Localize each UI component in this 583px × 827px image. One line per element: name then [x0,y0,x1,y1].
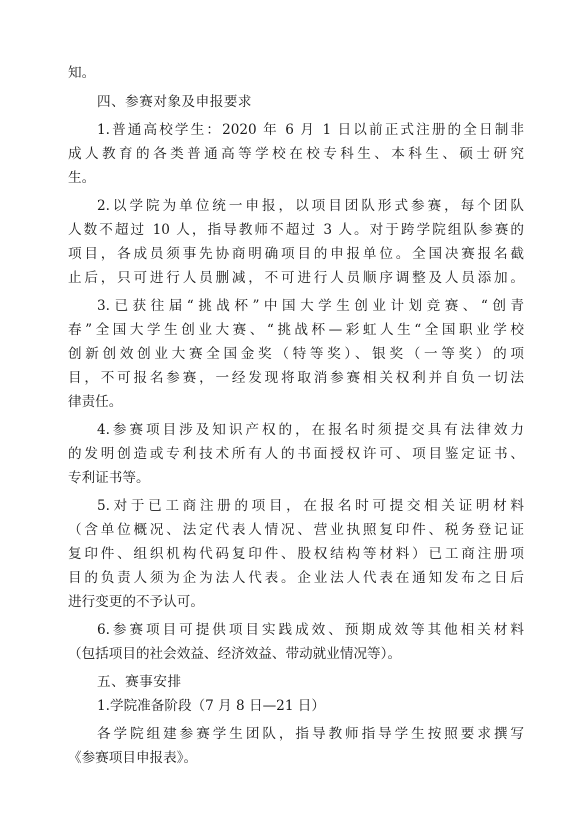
text-line: （含单位概况、法定代表人情况、营业执照复印件、税务登记证 [68,522,524,538]
text-line: 1.学院准备阶段（7 月 8 日—21 日） [97,698,325,714]
text-line: 项目，各成员须事先协商明确项目的申报单位。全国决赛报名截 [68,246,524,262]
text-line: 创新创效创业大赛全国金奖（特等奖）、银奖（一等奖）的项 [68,346,524,362]
text-line: 专利证书等。 [68,470,150,486]
section-heading: 四、参赛对象及申报要求 [97,94,253,110]
text-line: 各学院组建参赛学生团队，指导教师指导学生按照要求撰写 [97,726,524,742]
text-line: 3.已获往届“挑战杯”中国大学生创业计划竞赛、“创青 [97,298,524,314]
text-line: 1.普通高校学生：2020 年 6 月 1 日以前正式注册的全日制非 [97,122,524,138]
text-line: 进行变更的不予认可。 [68,594,204,610]
text-line: 生。 [68,170,96,186]
text-line: 的发明创造或专利技术所有人的书面授权许可、项目鉴定证书、 [68,446,524,462]
text-line: 目，不可报名参赛，一经发现将取消参赛相关权利并自负一切法 [68,370,524,386]
text-line: 人数不超过 10 人，指导教师不超过 3 人。对于跨学院组队参赛的 [68,222,524,238]
text-line: 目的负责人须为企为法人代表。企业法人代表在通知发布之日后 [68,570,524,586]
text-line: （包括项目的社会效益、经济效益、带动就业情况等）。 [68,646,402,662]
text-line: 《参赛项目申报表》。 [68,750,198,766]
text-line: 6.参赛项目可提供项目实践成效、预期成效等其他相关材料 [97,622,524,638]
text-line: 成人教育的各类普通高等学校在校专科生、本科生、硕士研究 [68,146,524,162]
text-line: 复印件、组织机构代码复印件、股权结构等材料）已工商注册项 [68,546,524,562]
text-line: 春”全国大学生创业大赛、“挑战杯—彩虹人生“全国职业学校 [68,322,524,338]
text-line: 4.参赛项目涉及知识产权的，在报名时须提交具有法律效力 [97,422,524,438]
text-line: 2.以学院为单位统一申报，以项目团队形式参赛，每个团队 [97,198,524,214]
text-line: 止后，只可进行人员删减，不可进行人员顺序调整及人员添加。 [68,270,524,286]
text-line: 5.对于已工商注册的项目，在报名时可提交相关证明材料 [97,498,524,514]
text-line: 律责任。 [68,394,123,410]
text-line: 知。 [68,65,96,81]
section-heading: 五、赛事安排 [97,674,182,690]
